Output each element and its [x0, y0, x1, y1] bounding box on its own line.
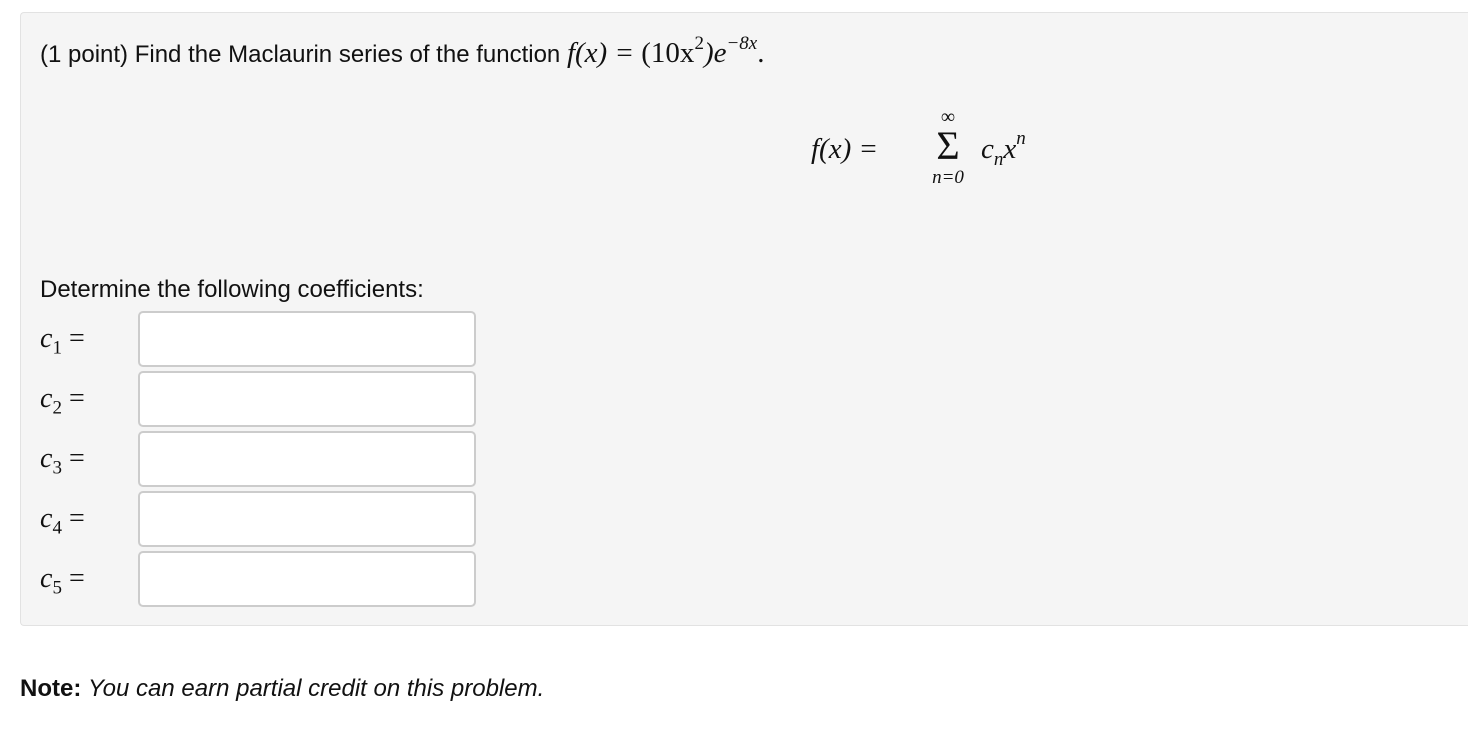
sigma-symbol: Σ [936, 123, 960, 168]
c5-input[interactable] [138, 551, 476, 607]
problem-box [20, 12, 1468, 626]
sigma-block [923, 107, 973, 191]
problem-statement [40, 33, 765, 70]
equals-sign: = [68, 383, 85, 414]
note-text: You can earn partial credit on this problem. [88, 675, 545, 702]
coefficient-label [40, 503, 85, 540]
instruction-text: Determine the following coefficients: [40, 276, 424, 303]
coefficient-row-1 [40, 311, 480, 367]
function-open: (10x [641, 37, 695, 69]
c3-input[interactable] [138, 431, 476, 487]
points-label: (1 point) [40, 41, 129, 68]
function-period: . [757, 37, 765, 69]
sigma-lower-limit: n=0 [932, 167, 964, 188]
coefficient-symbol: c [40, 323, 53, 354]
function-expression [566, 33, 765, 69]
function-mid: )e [703, 37, 727, 69]
c4-input[interactable] [138, 491, 476, 547]
coefficient-index: 1 [52, 337, 62, 359]
coefficient-row-3 [40, 431, 480, 487]
coefficient-row-2 [40, 371, 480, 427]
coefficient-index: 4 [52, 517, 62, 539]
coefficient-label [40, 443, 85, 480]
equals-sign: = [68, 563, 85, 594]
function-lhs: f(x) = [566, 37, 635, 69]
series-term [981, 128, 1026, 171]
function-sup-2: 2 [694, 33, 704, 55]
c1-input[interactable] [138, 311, 476, 367]
sigma-upper-limit: ∞ [940, 106, 956, 128]
series-equation [811, 107, 1051, 217]
coefficient-symbol: c [40, 443, 53, 474]
series-term-c: c [981, 133, 994, 165]
function-exponent: −8x [726, 33, 758, 55]
coefficient-symbol: c [40, 383, 53, 414]
statement-text: Find the Maclaurin series of the function [134, 41, 561, 68]
equals-sign: = [68, 443, 85, 474]
coefficient-row-5 [40, 551, 480, 607]
c2-input[interactable] [138, 371, 476, 427]
equals-sign: = [68, 503, 85, 534]
coefficient-label [40, 323, 85, 360]
series-lhs: f(x) = [811, 133, 879, 165]
coefficient-symbol: c [40, 563, 53, 594]
coefficient-label [40, 383, 85, 420]
note-label: Note: [20, 675, 82, 702]
coefficient-label [40, 563, 85, 600]
series-term-sup: n [1016, 128, 1026, 150]
series-term-sub: n [993, 148, 1004, 170]
equals-sign: = [68, 323, 85, 354]
coefficient-row-4 [40, 491, 480, 547]
coefficient-index: 5 [52, 577, 62, 599]
coefficient-index: 3 [52, 457, 62, 479]
coefficient-index: 2 [52, 397, 62, 419]
partial-credit-note [20, 675, 544, 703]
coefficient-symbol: c [40, 503, 53, 534]
series-term-x: x [1003, 133, 1017, 165]
